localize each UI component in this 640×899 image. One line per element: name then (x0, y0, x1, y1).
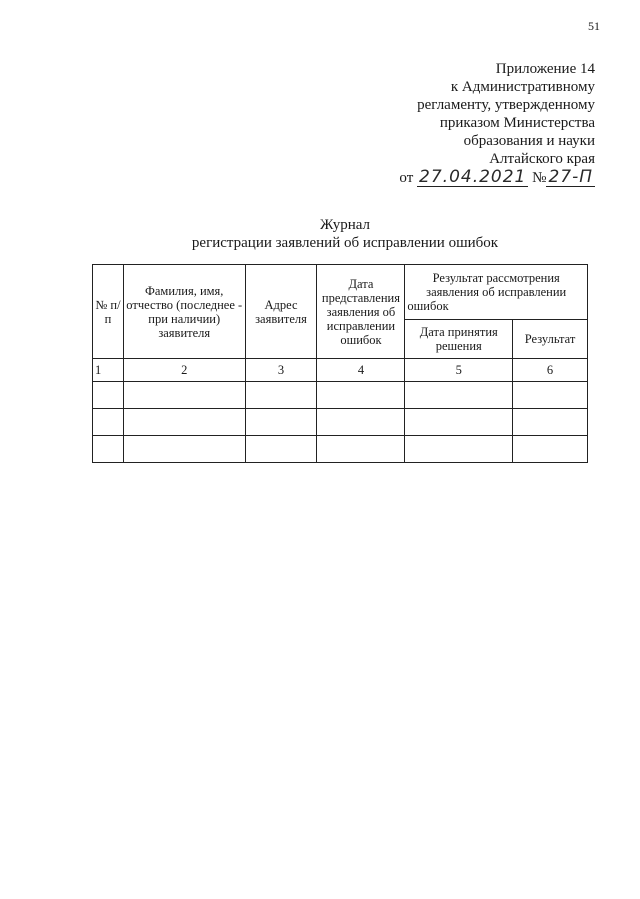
appendix-line: Алтайского края (489, 151, 595, 167)
date-prefix: от (399, 170, 414, 186)
table-row-empty (93, 436, 588, 463)
table-cell (513, 409, 588, 436)
page-number: 51 (588, 19, 600, 33)
appendix-line: образования и науки (463, 133, 595, 149)
table-cell (513, 382, 588, 409)
header-result: Результат (513, 320, 588, 359)
table-cell (123, 382, 245, 409)
table-cell (93, 436, 124, 463)
column-number: 6 (513, 359, 588, 382)
column-number: 3 (245, 359, 317, 382)
column-number: 5 (405, 359, 513, 382)
header-decision-date: Дата принятия решения (405, 320, 513, 359)
column-number: 2 (123, 359, 245, 382)
appendix-line: приказом Министерства (439, 115, 595, 131)
table-cell (93, 382, 124, 409)
table-row-empty (93, 382, 588, 409)
table-cell (405, 382, 513, 409)
appendix-line: Приложение 14 (495, 61, 595, 77)
header-row (93, 265, 588, 320)
table-cell (123, 409, 245, 436)
header-address: Адрес заявителя (245, 265, 317, 359)
table-cell (405, 409, 513, 436)
appendix-block (295, 60, 595, 187)
table-cell (245, 382, 317, 409)
journal-title-line1: Журнал (319, 217, 370, 233)
table-cell (405, 436, 513, 463)
header-name: Фамилия, имя, отчество (последнее - при наличии) заявителя (123, 265, 245, 359)
table-cell (93, 409, 124, 436)
number-prefix: № (532, 170, 547, 186)
column-number: 1 (93, 359, 124, 382)
table-row-empty (93, 409, 588, 436)
journal-title (0, 216, 640, 252)
column-number: 4 (317, 359, 405, 382)
table-cell (317, 409, 405, 436)
header-result-group: Результат рассмотрения заявления об исправлении ошибок (405, 265, 588, 320)
journal-table (92, 264, 588, 463)
order-date-handwritten: 27.04.2021 (419, 167, 527, 187)
table-cell (245, 409, 317, 436)
appendix-line: регламенту, утвержденному (417, 97, 595, 113)
table-cell (317, 436, 405, 463)
table-cell (513, 436, 588, 463)
header-num: № п/п (93, 265, 124, 359)
table-cell (245, 436, 317, 463)
order-number-handwritten: 27-П (548, 167, 593, 187)
table-cell (123, 436, 245, 463)
table-cell (317, 382, 405, 409)
column-numbers-row (93, 359, 588, 382)
journal-title-line2: регистрации заявлений об исправлении ошибок (191, 235, 499, 251)
order-date-line (295, 168, 595, 187)
appendix-line: к Административному (450, 79, 595, 95)
header-date: Дата представления заявления об исправлении ошибок (317, 265, 405, 359)
